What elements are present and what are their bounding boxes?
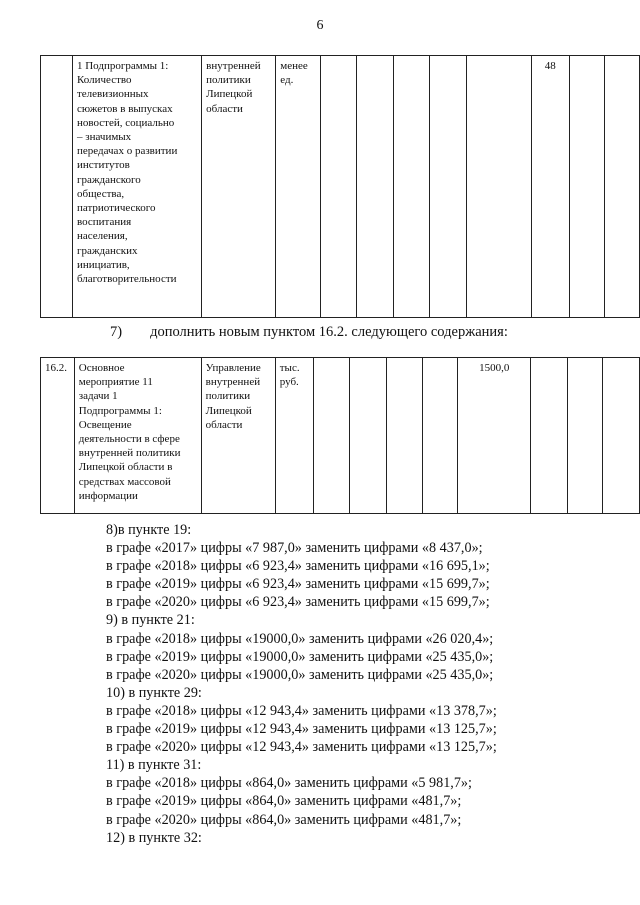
text-line: задачи 1 <box>78 390 118 403</box>
text-line: – значимых <box>76 131 132 144</box>
value-cell <box>569 56 605 318</box>
text-line: Липецкой <box>205 404 252 417</box>
value-cell <box>320 56 357 318</box>
value-cell <box>386 358 422 514</box>
amendment-line: в графе «2019» цифры «19000,0» заменить цифрами «25 435,0»; <box>106 648 494 665</box>
text-line: патриотического <box>76 202 156 215</box>
text-line: телевизионных <box>76 88 149 101</box>
text-line: политики <box>205 390 251 403</box>
amendments-list <box>106 521 497 847</box>
amendment-line: 11) в пункте 31: <box>106 757 202 774</box>
amendment-line: в графе «2018» цифры «864,0» заменить цифрами «5 981,7»; <box>106 775 472 792</box>
table-row <box>41 56 640 318</box>
text-line: инициатив, <box>76 258 130 271</box>
text-line: институтов <box>76 159 130 172</box>
amendment-line: в графе «2019» цифры «12 943,4» заменить цифрами «13 125,7»; <box>106 721 497 738</box>
amendment-line: 9) в пункте 21: <box>106 612 195 629</box>
text-line: тыс. <box>279 362 300 374</box>
value-cell <box>605 56 640 318</box>
instruction-text: дополнить новым пунктом 16.2. следующего содержания: <box>150 324 508 340</box>
text-line: Освещение <box>78 418 132 431</box>
insertion-instruction <box>110 324 508 341</box>
table-row <box>41 358 640 514</box>
value-cell: 1500,0 <box>458 358 531 514</box>
amendment-line: в графе «2018» цифры «12 943,4» заменить цифрами «13 378,7»; <box>106 702 497 719</box>
value-cell <box>567 358 603 514</box>
value-cell <box>393 56 430 318</box>
amendment-line: в графе «2018» цифры «6 923,4» заменить цифрами «16 695,1»; <box>106 558 490 575</box>
text-line: информации <box>78 489 138 502</box>
amendment-line: в графе «2018» цифры «19000,0» заменить цифрами «26 020,4»; <box>106 630 494 647</box>
text-line: средствах массовой <box>78 475 171 488</box>
value-cell <box>357 56 394 318</box>
amendment-line: в графе «2019» цифры «864,0» заменить цифрами «481,7»; <box>106 793 462 810</box>
text-line: Липецкой <box>206 88 253 101</box>
amendment-line: 10) в пункте 29: <box>106 684 202 701</box>
amendment-line: 8)в пункте 19: <box>106 522 192 538</box>
text-line: области <box>206 102 243 115</box>
text-line: сюжетов в выпусках <box>76 102 173 115</box>
value-cell <box>430 56 467 318</box>
text-line: Липецкой области в <box>78 461 173 474</box>
amendment-line: в графе «2020» цифры «864,0» заменить цифрами «481,7»; <box>106 811 462 828</box>
value-cell <box>313 358 350 514</box>
text-line: гражданского <box>76 173 141 186</box>
amendment-line: в графе «2020» цифры «12 943,4» заменить цифрами «13 125,7»; <box>106 739 497 756</box>
text-line: менее <box>280 60 308 72</box>
text-line: 1 Подпрограммы 1: <box>76 60 169 72</box>
text-line: воспитания <box>76 216 132 229</box>
amendment-line: 12) в пункте 32: <box>106 829 202 846</box>
value-cell <box>350 358 387 514</box>
value-cell <box>422 358 458 514</box>
text-line: политики <box>206 74 251 87</box>
text-line: внутренней политики <box>78 447 181 460</box>
unit-cell <box>275 358 313 514</box>
value-cell: 48 <box>532 56 569 318</box>
text-line: общества, <box>76 187 125 200</box>
text-line: новостей, социально <box>76 116 175 129</box>
text-line: внутренней <box>205 376 261 389</box>
page-number: 6 <box>316 18 324 33</box>
unit-cell <box>276 56 320 318</box>
text-line: населения, <box>76 230 128 243</box>
text-line: Количество <box>76 74 132 87</box>
new-item-table <box>40 357 640 514</box>
text-line: ед. <box>280 74 294 87</box>
value-cell <box>603 358 640 514</box>
text-line: передачах о развитии <box>76 145 178 158</box>
text-line: Управление <box>205 362 261 374</box>
amendment-line: в графе «2019» цифры «6 923,4» заменить цифрами «15 699,7»; <box>106 576 490 593</box>
row-number-cell <box>41 56 73 318</box>
executor-cell <box>201 358 275 514</box>
text-line: деятельности в сфере <box>78 433 180 446</box>
text-line: мероприятие 11 <box>78 376 153 389</box>
text-line: руб. <box>279 376 299 389</box>
indicator-name-cell <box>72 56 201 318</box>
amendment-line: в графе «2020» цифры «19000,0» заменить цифрами «25 435,0»; <box>106 666 494 683</box>
value-cell <box>466 56 531 318</box>
text-line: Подпрограммы 1: <box>78 404 162 417</box>
text-line: области <box>205 418 243 431</box>
value-cell <box>531 358 568 514</box>
indicator-name-cell <box>74 358 201 514</box>
text-line: гражданских <box>76 244 138 257</box>
text-line: Основное <box>78 362 125 374</box>
amendment-line: в графе «2020» цифры «6 923,4» заменить цифрами «15 699,7»; <box>106 594 490 611</box>
amendment-line: в графе «2017» цифры «7 987,0» заменить цифрами «8 437,0»; <box>106 540 483 557</box>
indicators-table-continuation <box>40 55 640 318</box>
text-line: благотворительности <box>76 273 177 286</box>
executor-cell <box>202 56 276 318</box>
row-number-cell: 16.2. <box>41 358 75 514</box>
text-line: внутренней <box>206 60 261 72</box>
instruction-label: 7) <box>110 324 123 340</box>
